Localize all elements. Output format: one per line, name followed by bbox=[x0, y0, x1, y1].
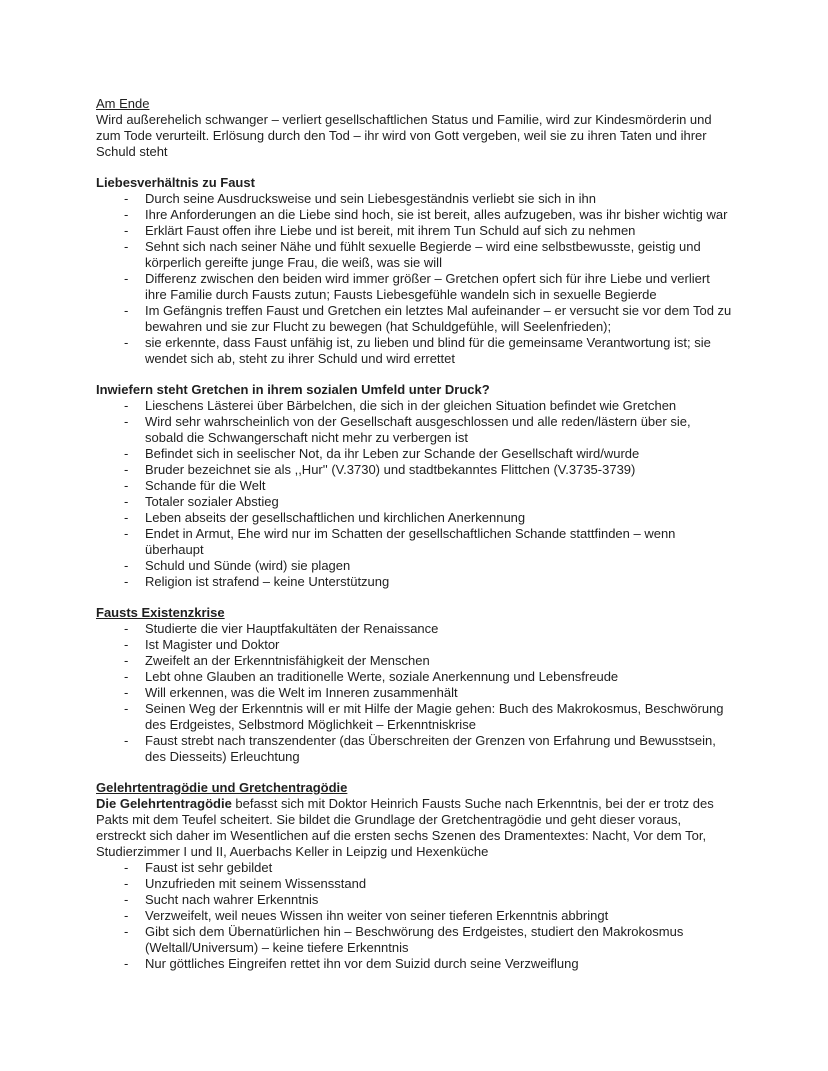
bullet-item bbox=[96, 908, 732, 924]
bullet-item bbox=[96, 574, 732, 590]
bullet-item bbox=[96, 860, 732, 876]
paragraph-text: Wird außerehelich schwanger – verliert gesellschaftlichen Status und Familie, wird zur Kindesmörderin und zum Tode verurteilt. Erlösung durch den Tod – ihr wird von Gott vergeben, weil sie zu ihren Taten und ihrer Schuld steht bbox=[96, 112, 712, 159]
bullet-marker: - bbox=[124, 494, 129, 509]
bullet-marker: - bbox=[124, 892, 129, 907]
bullet-text: Sucht nach wahrer Erkenntnis bbox=[145, 892, 319, 907]
bullet-text: Durch seine Ausdrucksweise und sein Liebesgeständnis verliebt sie sich in ihn bbox=[145, 191, 596, 206]
bullet-marker: - bbox=[124, 956, 129, 971]
bullet-item bbox=[96, 685, 732, 701]
bullet-marker: - bbox=[124, 701, 129, 716]
bullet-marker: - bbox=[124, 223, 129, 238]
bullet-item bbox=[96, 924, 732, 956]
bullet-text: Lebt ohne Glauben an traditionelle Werte, soziale Anerkennung und Lebensfreude bbox=[145, 669, 619, 684]
bullet-text: Bruder bezeichnet sie als ,,Hur'' (V.3730) und stadtbekanntes Flittchen (V.3735-3739) bbox=[145, 462, 636, 477]
bullet-item bbox=[96, 446, 732, 462]
bullet-marker: - bbox=[124, 446, 129, 461]
bullet-item bbox=[96, 191, 732, 207]
bullet-marker: - bbox=[124, 876, 129, 891]
document-section bbox=[96, 175, 732, 367]
bullet-item bbox=[96, 510, 732, 526]
section-heading: Liebesverhältnis zu Faust bbox=[96, 175, 255, 190]
bullet-marker: - bbox=[124, 621, 129, 636]
bullet-marker: - bbox=[124, 860, 129, 875]
paragraph-lead-bold: Die Gelehrtentragödie bbox=[96, 796, 232, 811]
bullet-text: Zweifelt an der Erkenntnisfähigkeit der Menschen bbox=[145, 653, 430, 668]
bullet-marker: - bbox=[124, 478, 129, 493]
bullet-text: Studierte die vier Hauptfakultäten der Renaissance bbox=[145, 621, 439, 636]
bullet-marker: - bbox=[124, 191, 129, 206]
bullet-list bbox=[96, 398, 732, 590]
bullet-item bbox=[96, 621, 732, 637]
bullet-text: Schuld und Sünde (wird) sie plagen bbox=[145, 558, 351, 573]
bullet-item bbox=[96, 669, 732, 685]
bullet-list bbox=[96, 191, 732, 367]
bullet-marker: - bbox=[124, 303, 129, 318]
bullet-text: Befindet sich in seelischer Not, da ihr Leben zur Schande der Gesellschaft wird/wurde bbox=[145, 446, 640, 461]
bullet-text: Erklärt Faust offen ihre Liebe und ist bereit, mit ihrem Tun Schuld auf sich zu nehmen bbox=[145, 223, 636, 238]
bullet-text: Gibt sich dem Übernatürlichen hin – Beschwörung des Erdgeistes, studiert den Makrokosmus (Weltall/Universum) – keine tiefere Erkenntnis bbox=[145, 924, 684, 955]
bullet-item bbox=[96, 207, 732, 223]
bullet-text: Religion ist strafend – keine Unterstützung bbox=[145, 574, 390, 589]
section-heading: Inwiefern steht Gretchen in ihrem sozialen Umfeld unter Druck? bbox=[96, 382, 490, 397]
bullet-item bbox=[96, 701, 732, 733]
bullet-item bbox=[96, 558, 732, 574]
bullet-text: Lieschens Lästerei über Bärbelchen, die sich in der gleichen Situation befindet wie Gretchen bbox=[145, 398, 677, 413]
bullet-item bbox=[96, 414, 732, 446]
bullet-text: Endet in Armut, Ehe wird nur im Schatten der gesellschaftlichen Schande stattfinden – wenn überhaupt bbox=[145, 526, 676, 557]
bullet-marker: - bbox=[124, 335, 129, 350]
bullet-text: sie erkennte, dass Faust unfähig ist, zu lieben und blind für die gemeinsame Verantwortung ist; sie wendet sich ab, steht zu ihrer Schuld und wird errettet bbox=[145, 335, 711, 366]
section-paragraph bbox=[96, 112, 732, 160]
bullet-marker: - bbox=[124, 637, 129, 652]
bullet-item bbox=[96, 653, 732, 669]
bullet-marker: - bbox=[124, 574, 129, 589]
bullet-item bbox=[96, 398, 732, 414]
bullet-item bbox=[96, 876, 732, 892]
bullet-item bbox=[96, 892, 732, 908]
bullet-text: Faust ist sehr gebildet bbox=[145, 860, 273, 875]
bullet-marker: - bbox=[124, 239, 129, 254]
bullet-marker: - bbox=[124, 207, 129, 222]
bullet-text: Will erkennen, was die Welt im Inneren zusammenhält bbox=[145, 685, 458, 700]
bullet-marker: - bbox=[124, 526, 129, 541]
section-heading: Am Ende bbox=[96, 96, 150, 111]
bullet-item bbox=[96, 494, 732, 510]
bullet-text: Im Gefängnis treffen Faust und Gretchen ein letztes Mal aufeinander – er versucht sie vor dem Tod zu bewahren und sie zur Flucht zu bewegen (hat Schuldgefühle, will Seelenfrieden); bbox=[145, 303, 732, 334]
bullet-text: Verzweifelt, weil neues Wissen ihn weiter von seiner tieferen Erkenntnis abbringt bbox=[145, 908, 609, 923]
bullet-list bbox=[96, 860, 732, 972]
bullet-marker: - bbox=[124, 271, 129, 286]
bullet-marker: - bbox=[124, 510, 129, 525]
bullet-item bbox=[96, 271, 732, 303]
bullet-text: Schande für die Welt bbox=[145, 478, 266, 493]
bullet-item bbox=[96, 637, 732, 653]
bullet-marker: - bbox=[124, 669, 129, 684]
bullet-item bbox=[96, 956, 732, 972]
bullet-list bbox=[96, 621, 732, 765]
bullet-item bbox=[96, 462, 732, 478]
document-section bbox=[96, 382, 732, 590]
bullet-text: Seinen Weg der Erkenntnis will er mit Hilfe der Magie gehen: Buch des Makrokosmus, Beschwörung des Erdgeistes, Selbstmord Möglichkeit – Erkenntniskrise bbox=[145, 701, 724, 732]
bullet-text: Ist Magister und Doktor bbox=[145, 637, 280, 652]
bullet-marker: - bbox=[124, 924, 129, 939]
bullet-text: Leben abseits der gesellschaftlichen und kirchlichen Anerkennung bbox=[145, 510, 526, 525]
bullet-item bbox=[96, 526, 732, 558]
section-heading: Fausts Existenzkrise bbox=[96, 605, 225, 620]
bullet-item bbox=[96, 733, 732, 765]
bullet-item bbox=[96, 239, 732, 271]
document-section bbox=[96, 780, 732, 972]
bullet-text: Differenz zwischen den beiden wird immer größer – Gretchen opfert sich für ihre Liebe und verliert ihre Familie durch Fausts zutun; Fausts Liebesgefühle wandeln sich in sexuelle Begierde bbox=[145, 271, 710, 302]
document-content bbox=[96, 96, 732, 972]
bullet-item bbox=[96, 335, 732, 367]
bullet-marker: - bbox=[124, 685, 129, 700]
bullet-text: Unzufrieden mit seinem Wissensstand bbox=[145, 876, 367, 891]
bullet-marker: - bbox=[124, 398, 129, 413]
bullet-marker: - bbox=[124, 414, 129, 429]
bullet-marker: - bbox=[124, 908, 129, 923]
paragraph-text: befasst sich mit Doktor Heinrich Fausts Suche nach Erkenntnis, bei der er trotz des Pakts mit dem Teufel scheitert. Sie bildet die Grundlage der Gretchentragödie und geht dieser voraus, erstreckt sich daher im Wesentlichen auf die ersten sechs Szenen des Dramentextes: Nacht, Vor dem Tor, Studierzimmer I und II, Auerbachs Keller in Leipzig und Hexenküche bbox=[96, 796, 714, 859]
document-section bbox=[96, 605, 732, 765]
bullet-item bbox=[96, 478, 732, 494]
bullet-text: Sehnt sich nach seiner Nähe und fühlt sexuelle Begierde – wird eine selbstbewusste, geistig und körperlich gereifte junge Frau, die weiß, was sie will bbox=[145, 239, 701, 270]
bullet-text: Faust strebt nach transzendenter (das Überschreiten der Grenzen von Erfahrung und Bewusstsein, des Diesseits) Erleuchtung bbox=[145, 733, 716, 764]
bullet-text: Totaler sozialer Abstieg bbox=[145, 494, 279, 509]
section-heading: Gelehrtentragödie und Gretchentragödie bbox=[96, 780, 348, 795]
bullet-marker: - bbox=[124, 733, 129, 748]
bullet-text: Nur göttliches Eingreifen rettet ihn vor dem Suizid durch seine Verzweiflung bbox=[145, 956, 579, 971]
document-section bbox=[96, 96, 732, 160]
bullet-text: Wird sehr wahrscheinlich von der Gesellschaft ausgeschlossen und alle reden/lästern über sie, sobald die Schwangerschaft nicht mehr zu verbergen ist bbox=[145, 414, 691, 445]
bullet-marker: - bbox=[124, 558, 129, 573]
bullet-item bbox=[96, 223, 732, 239]
bullet-marker: - bbox=[124, 653, 129, 668]
bullet-text: Ihre Anforderungen an die Liebe sind hoch, sie ist bereit, alles aufzugeben, was ihr bisher wichtig war bbox=[145, 207, 728, 222]
bullet-item bbox=[96, 303, 732, 335]
section-paragraph bbox=[96, 796, 732, 860]
bullet-marker: - bbox=[124, 462, 129, 477]
